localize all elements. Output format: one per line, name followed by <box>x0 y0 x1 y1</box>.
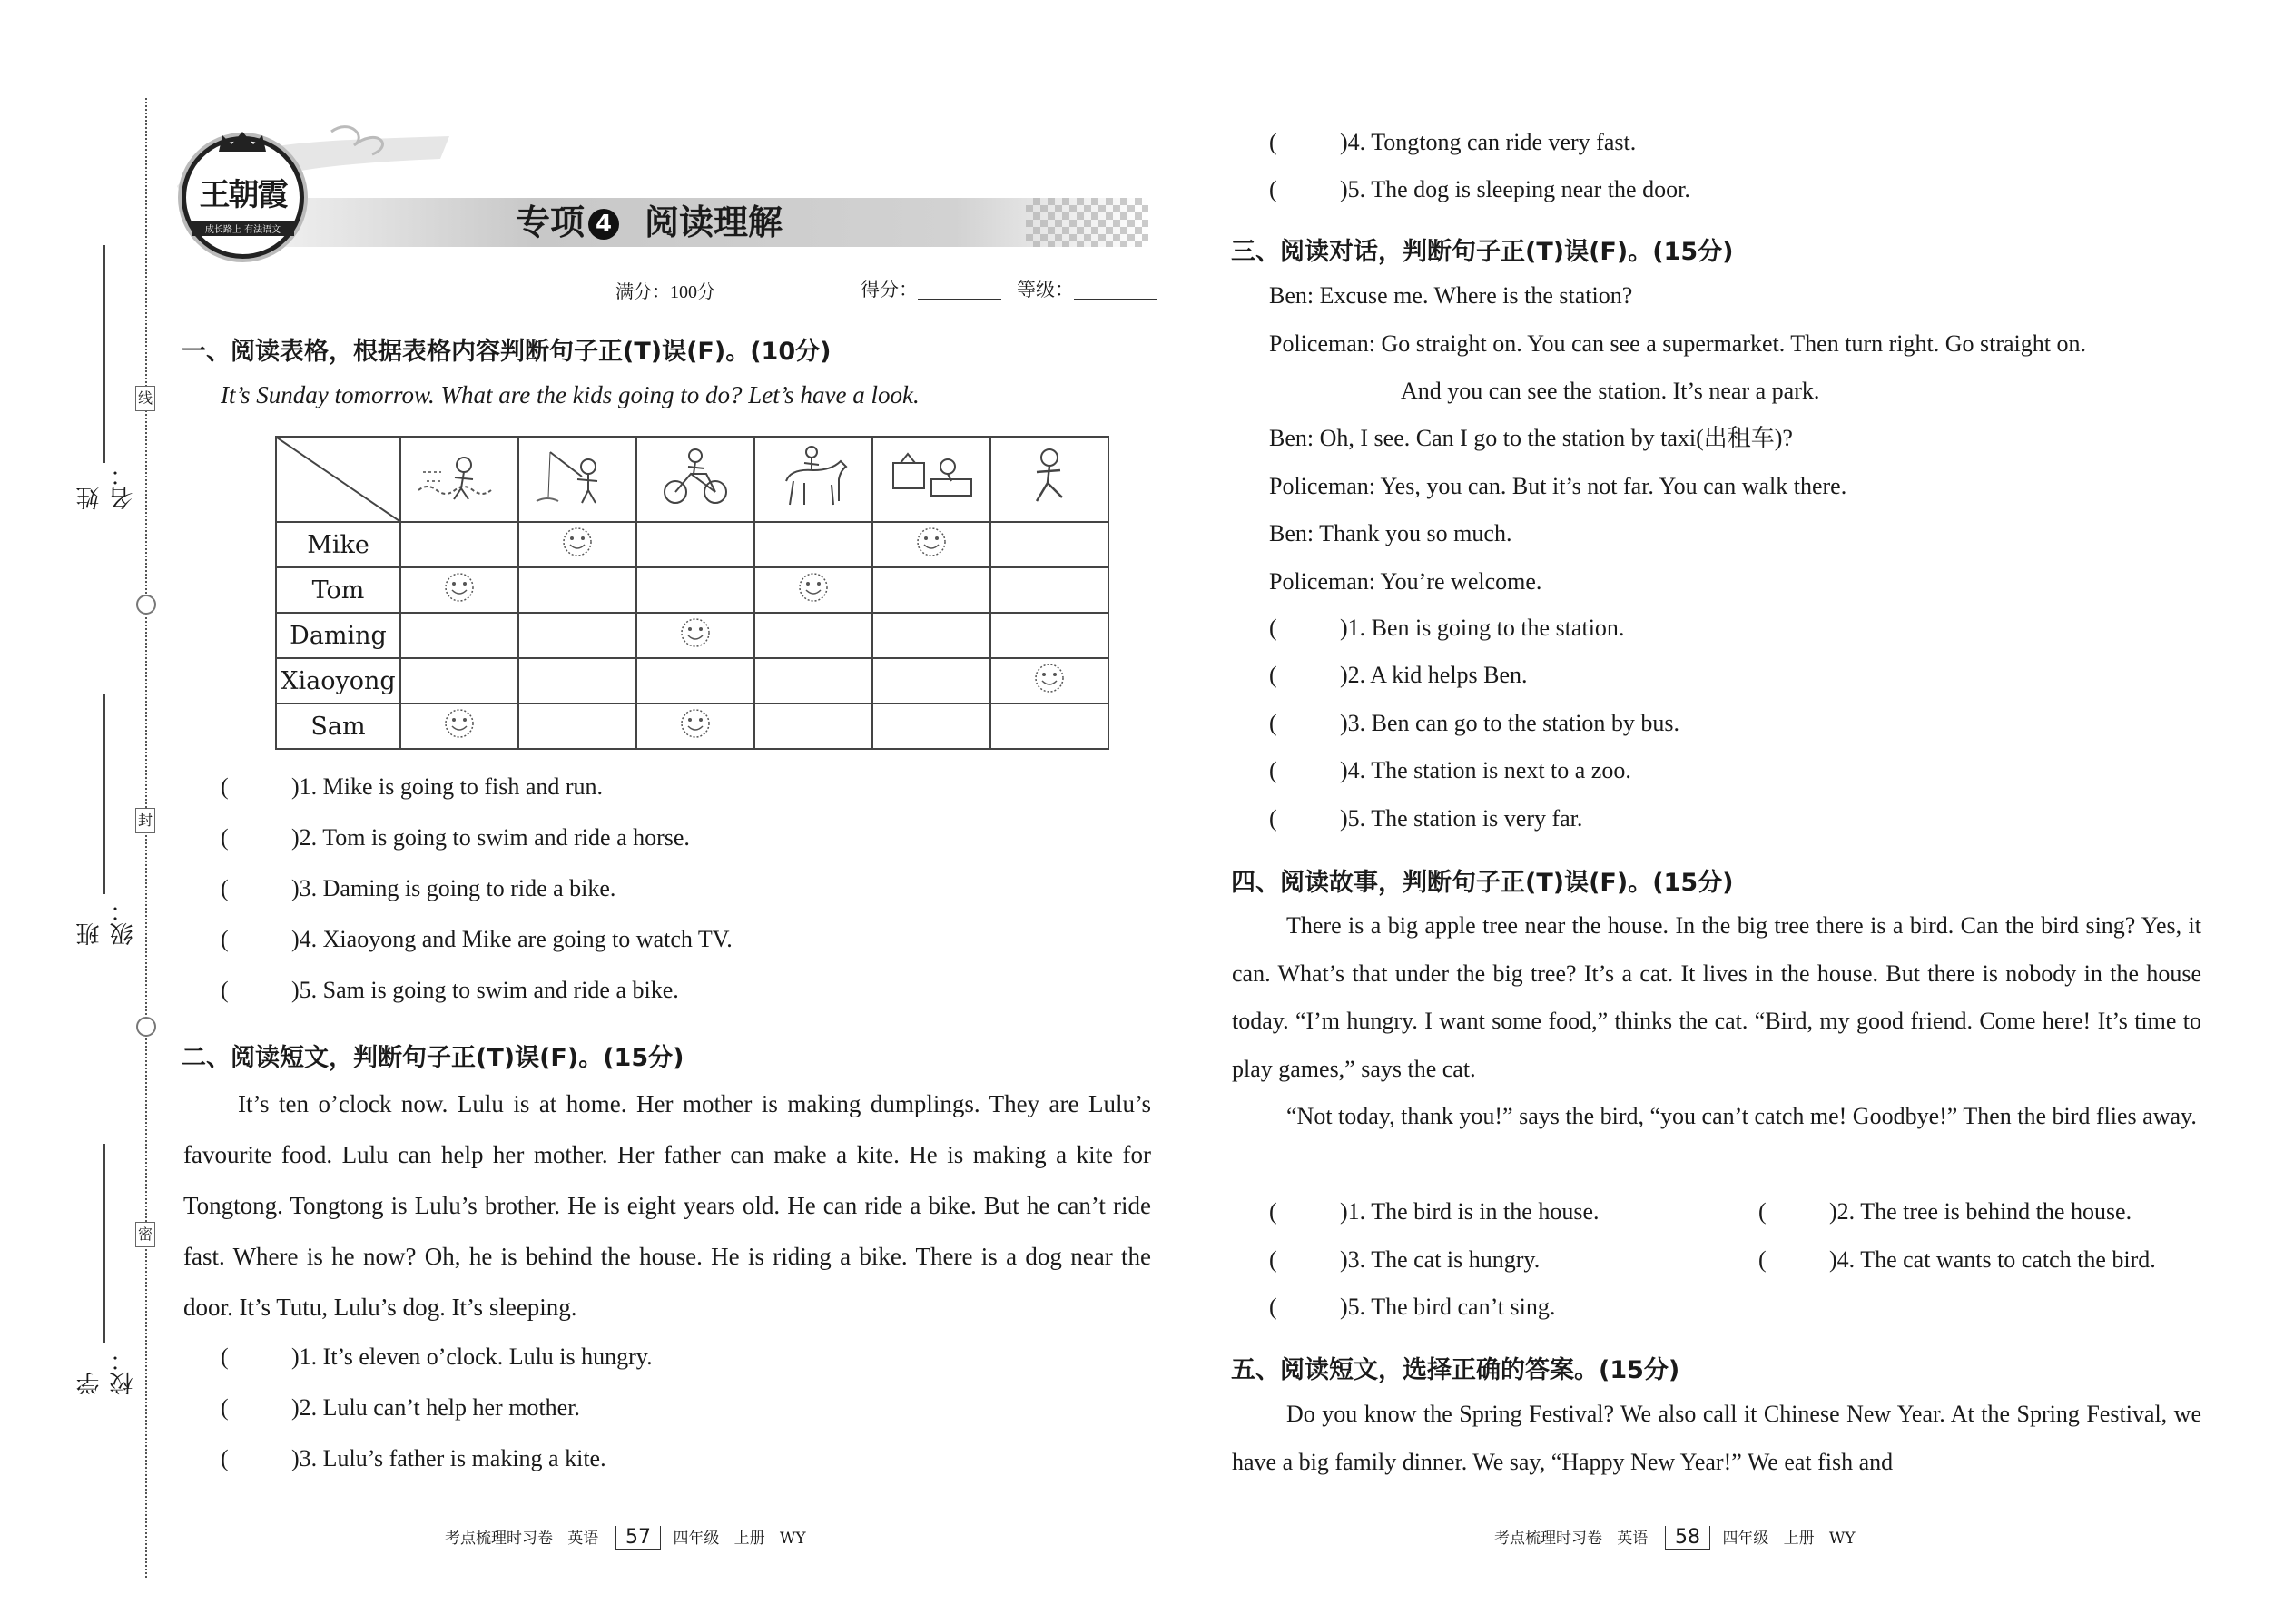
dialogue-line-5: Policeman: Yes, you can. But it’s not far. You can walk there. <box>1269 473 1847 499</box>
page-title <box>516 200 783 245</box>
logo-badge <box>182 136 304 259</box>
table-row <box>276 613 1108 658</box>
kid-name-cell: Mike <box>276 522 400 567</box>
activity-cell <box>990 522 1108 567</box>
part3-question-3[interactable]: ( )3. Ben can go to the station by bus. <box>1269 710 1680 736</box>
binding-hole-2 <box>136 1017 156 1037</box>
activity-cell <box>518 704 636 749</box>
activity-cell <box>990 613 1108 658</box>
answer-paren[interactable]: ( <box>1269 1198 1277 1225</box>
activity-cell <box>636 567 754 613</box>
name-label: 姓名： <box>76 463 137 510</box>
part3-question-4[interactable]: ( )4. The station is next to a zoo. <box>1269 757 1631 783</box>
answer-paren[interactable]: ( <box>1269 176 1277 202</box>
activity-swim <box>400 437 518 522</box>
table-row <box>276 567 1108 613</box>
activity-cell <box>754 613 872 658</box>
part3-question-2[interactable]: ( )2. A kid helps Ben. <box>1269 662 1528 688</box>
activity-ride-bike <box>636 437 754 522</box>
dialogue-line-6: Ben: Thank you so much. <box>1269 520 1512 546</box>
part3-heading: 三、阅读对话，判断句子正(T)误(F)。(15分) <box>1231 238 1734 266</box>
answer-paren[interactable]: ( <box>1269 662 1277 688</box>
activity-table <box>275 436 1109 750</box>
part4-question-3[interactable]: ( )3. The cat is hungry. <box>1269 1246 1541 1273</box>
part5-heading: 五、阅读短文，选择正确的答案。(15分) <box>1231 1356 1680 1384</box>
answer-paren[interactable]: ( <box>1269 757 1277 783</box>
dialogue-line-7: Policeman: You’re welcome. <box>1269 568 1542 595</box>
activity-cell <box>872 567 990 613</box>
title-prefix: 专项 <box>516 202 586 242</box>
activity-cell <box>990 704 1108 749</box>
part4-passage-1: There is a big apple tree near the house. In the big tree there is a bird. Can the bird sing? Yes, it can. What’s that under the big tree? It’s a cat. It lives in the house. But there is nobody in the house today. “I’m hungry. I want some food,” thinks the cat. “Bird, my good friend. Come here! It’s time to play games,” says the cat. <box>1232 912 2201 1082</box>
part4-question-4[interactable]: ( )4. The cat wants to catch the bird. <box>1758 1246 2156 1273</box>
run-icon <box>1004 445 1095 508</box>
answer-paren[interactable]: ( <box>1269 1246 1277 1273</box>
smiley-face-icon <box>561 526 594 565</box>
full-score: 满分：100分 <box>615 282 715 302</box>
part1-question-3[interactable]: ( )3. Daming is going to ride a bike. <box>221 875 616 901</box>
smiley-face-icon <box>915 526 948 565</box>
activity-cell <box>518 567 636 613</box>
part4-question-2[interactable]: ( )2. The tree is behind the house. <box>1758 1198 2132 1225</box>
answer-paren[interactable]: ( <box>221 773 229 800</box>
answer-paren[interactable]: ( <box>221 824 229 851</box>
part1-question-2[interactable]: ( )2. Tom is going to swim and ride a horse. <box>221 824 690 851</box>
answer-paren[interactable]: ( <box>221 1394 229 1421</box>
answer-paren[interactable]: ( <box>1269 615 1277 641</box>
diagonal-header-cell <box>276 437 400 522</box>
dialogue-line-4: Ben: Oh, I see. Can I go to the station by taxi(出租车)? <box>1269 425 1793 451</box>
activity-cell <box>754 522 872 567</box>
dialogue-line-3: And you can see the station. It’s near a park. <box>1401 378 1820 404</box>
activity-cell <box>872 613 990 658</box>
activity-cell <box>400 522 518 567</box>
smiley-face-icon <box>1033 662 1066 701</box>
activity-ride-horse <box>754 437 872 522</box>
score-label: 得分： <box>861 279 918 300</box>
binding-hole-1 <box>136 595 156 615</box>
activity-cell <box>872 522 990 567</box>
activity-cell <box>754 567 872 613</box>
activity-cell <box>636 613 754 658</box>
activity-cell <box>872 704 990 749</box>
answer-paren[interactable]: ( <box>221 926 229 952</box>
seal-mark-seal: 封 <box>135 808 155 833</box>
logo-text: 王朝霞 <box>199 177 287 213</box>
smiley-face-icon <box>443 571 476 610</box>
activity-cell <box>400 567 518 613</box>
part2-heading: 二、阅读短文，判断句子正(T)误(F)。(15分) <box>182 1044 684 1072</box>
crown-icon <box>215 130 270 153</box>
activity-cell <box>636 658 754 704</box>
page-number-left: 57 <box>615 1526 661 1550</box>
part3-question-5[interactable]: ( )5. The station is very far. <box>1269 805 1583 832</box>
table-row <box>276 522 1108 567</box>
activity-cell <box>872 658 990 704</box>
answer-paren[interactable]: ( <box>1758 1246 1767 1273</box>
part2-question-5[interactable]: ( )5. The dog is sleeping near the door. <box>1269 176 1690 202</box>
activity-cell <box>400 704 518 749</box>
ride-horse-icon <box>768 445 859 508</box>
part1-question-4[interactable]: ( )4. Xiaoyong and Mike are going to watch TV. <box>221 926 733 952</box>
activity-cell <box>636 522 754 567</box>
kid-name-cell: Xiaoyong <box>276 658 400 704</box>
activity-cell <box>636 704 754 749</box>
binding-line <box>145 98 147 1578</box>
answer-paren[interactable]: ( <box>1758 1198 1767 1225</box>
table-row <box>276 658 1108 704</box>
activity-run <box>990 437 1108 522</box>
grade-label: 等级： <box>1017 279 1074 300</box>
table-header-row <box>276 437 1108 522</box>
part4-passage-2: “Not today, thank you!” says the bird, “you can’t catch me! Goodbye!” Then the bird flies away. <box>1286 1103 2197 1129</box>
part4-question-5[interactable]: ( )5. The bird can’t sing. <box>1269 1294 1556 1320</box>
swim-icon <box>414 445 505 508</box>
activity-watch-tv <box>872 437 990 522</box>
activity-cell <box>518 613 636 658</box>
part1-heading: 一、阅读表格，根据表格内容判断句子正(T)误(F)。(10分) <box>182 338 832 366</box>
activity-cell <box>400 658 518 704</box>
kid-name-cell: Daming <box>276 613 400 658</box>
answer-paren[interactable]: ( <box>1269 710 1277 736</box>
answer-paren[interactable]: ( <box>221 1445 229 1471</box>
grade-blank[interactable] <box>1074 299 1157 300</box>
activity-cell <box>990 658 1108 704</box>
dialogue-line-1: Ben: Excuse me. Where is the station? <box>1269 282 1633 309</box>
answer-paren[interactable]: ( <box>221 1343 229 1370</box>
part2-question-2[interactable]: ( )2. Lulu can’t help her mother. <box>221 1394 580 1421</box>
activity-cell <box>754 704 872 749</box>
watch-tv-icon <box>886 445 977 508</box>
footer-left: 考点梳理时习卷 英语 57 四年级 上册 WY <box>445 1526 806 1549</box>
kid-name-cell: Sam <box>276 704 400 749</box>
score-field[interactable] <box>861 275 1001 302</box>
part2-passage: It’s ten o’clock now. Lulu is at home. Her mother is making dumplings. They are Lulu’s favourite food. Lulu can help her mother. Her father can make a kite. He is making a kite for Tongtong. Tongtong is Lulu’s brother. He is eight years old. He can ride a bike. But he can’t ride fast. Where is he now? Oh, he is behind the house. He is riding a bike. There is a dog near the door. It’s Tutu, Lulu’s dog. It’s sleeping. <box>183 1090 1151 1321</box>
school-label: 学校： <box>76 1348 137 1395</box>
class-label: 班级： <box>76 899 137 946</box>
answer-paren[interactable]: ( <box>1269 1294 1277 1320</box>
title-band-checker <box>1026 198 1148 247</box>
part5-passage: Do you know the Spring Festival? We also call it Chinese New Year. At the Spring Festival, we have a big family dinner. We say, “Happy New Year!” We eat fish and <box>1232 1401 2201 1475</box>
footer-right: 考点梳理时习卷 英语 58 四年级 上册 WY <box>1494 1526 1856 1549</box>
activity-cell <box>400 613 518 658</box>
logo-subtext: 成长路上 有法语文 <box>192 221 294 236</box>
dialogue-line-2: Policeman: Go straight on. You can see a supermarket. Then turn right. Go straight on. <box>1269 330 2086 357</box>
table-row <box>276 704 1108 749</box>
activity-cell <box>518 522 636 567</box>
answer-paren[interactable]: ( <box>1269 805 1277 832</box>
score-line <box>615 277 715 303</box>
grade-field[interactable] <box>1017 275 1157 302</box>
score-blank[interactable] <box>918 299 1001 300</box>
seal-mark-line: 线 <box>135 386 155 411</box>
fish-icon <box>532 445 623 508</box>
activity-cell <box>990 567 1108 613</box>
smiley-face-icon <box>797 571 830 610</box>
part1-intro: It’s Sunday tomorrow. What are the kids going to do? Let’s have a look. <box>221 381 920 408</box>
title-number-badge: 4 <box>588 209 619 240</box>
activity-cell <box>754 658 872 704</box>
part1-question-1[interactable]: ( )1. Mike is going to fish and run. <box>221 773 604 800</box>
smiley-face-icon <box>443 707 476 746</box>
part2-question-3[interactable]: ( )3. Lulu’s father is making a kite. <box>221 1445 606 1471</box>
ride-bike-icon <box>650 445 741 508</box>
part4-question-1[interactable]: ( )1. The bird is in the house. <box>1269 1198 1600 1225</box>
activity-fish <box>518 437 636 522</box>
answer-paren[interactable]: ( <box>221 977 229 1003</box>
part2-question-4[interactable]: ( )4. Tongtong can ride very fast. <box>1269 129 1637 155</box>
activity-cell <box>518 658 636 704</box>
title-main: 阅读理解 <box>645 202 783 242</box>
part1-question-5[interactable]: ( )5. Sam is going to swim and ride a bike. <box>221 977 679 1003</box>
smiley-face-icon <box>679 616 712 655</box>
part3-question-1[interactable]: ( )1. Ben is going to the station. <box>1269 615 1625 641</box>
page-number-right: 58 <box>1665 1526 1710 1550</box>
kid-name-cell: Tom <box>276 567 400 613</box>
seal-mark-secret: 密 <box>135 1222 155 1247</box>
smiley-face-icon <box>679 707 712 746</box>
answer-paren[interactable]: ( <box>1269 129 1277 155</box>
answer-paren[interactable]: ( <box>221 875 229 901</box>
part2-question-1[interactable]: ( )1. It’s eleven o’clock. Lulu is hungry. <box>221 1343 653 1370</box>
part4-heading: 四、阅读故事，判断句子正(T)误(F)。(15分) <box>1231 869 1734 897</box>
